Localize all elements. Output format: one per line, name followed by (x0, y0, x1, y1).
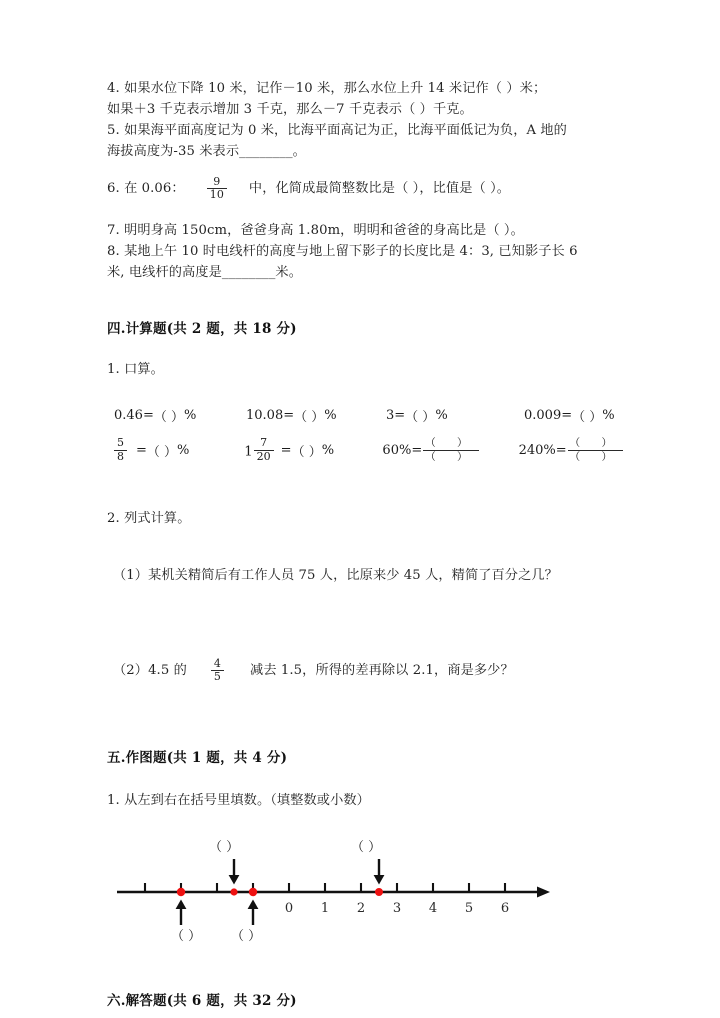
red-dot-2 (230, 888, 237, 895)
fraction-denominator: 5 (213, 670, 222, 684)
blank-paren: （ ） (405, 409, 436, 425)
section-five-problem-1-label: 1. 从左到右在括号里填数。（填整数或小数） (107, 792, 370, 808)
fraction-numerator: 9 (207, 176, 227, 189)
axis-ticks (145, 883, 505, 892)
tick-label-0: 0 (284, 900, 294, 916)
equals-sign: = (136, 442, 147, 458)
mental-math-item-8 (519, 437, 623, 464)
fraction-numerator: 7 (254, 437, 274, 450)
question-8-line-2: 米, 电线杆的高度是________米。 (107, 264, 303, 280)
section-four-problem-2-label: 2. 列式计算。 (107, 510, 191, 526)
mixed-whole-part: 1 (244, 444, 253, 460)
spacer (107, 464, 623, 508)
blank-paren: （ ） (572, 409, 603, 425)
expr: 0.009= (524, 407, 573, 423)
question-5-line-2: 海拔高度为-35 米表示________。 (107, 144, 306, 159)
paren-fraction-denominator: （ ） (425, 450, 477, 463)
number-line-blank-below-1: （ ） (171, 928, 202, 944)
question-6 (107, 176, 623, 202)
percent-sign: % (435, 407, 448, 423)
paren-fraction-numerator: （ ） (568, 437, 623, 451)
number-line-arrow-down-2 (374, 859, 385, 885)
equals-sign: = (280, 442, 292, 458)
question-4-line-1: 4. 如果水位下降 10 米，记作－10 米，那么水位上升 14 米记作（ ）米； (107, 81, 547, 96)
paren-fraction-denominator: （ ） (569, 450, 622, 463)
number-line-arrow-up-2 (248, 899, 259, 925)
fraction-five-eighths (114, 437, 127, 463)
paren-fraction-numerator: （ ） (423, 437, 478, 451)
spacer (107, 684, 623, 746)
mental-math-row-1 (107, 406, 623, 425)
section-four-problem-1-label: 1. 口算。 (107, 361, 164, 377)
question-5-line-1: 5. 如果海平面高度记为 0 米，比海平面高记为正，比海平面低记为负，A 地的 (107, 123, 567, 138)
mental-math-row-2 (107, 437, 623, 464)
expr: 60%= (382, 442, 423, 458)
question-6-suffix: 中，化简成最简整数比是（ ），比值是（ ）。 (248, 181, 511, 197)
tick-label-1: 1 (320, 900, 330, 916)
red-dot-4 (375, 888, 383, 896)
fraction-four-fifths (211, 658, 224, 684)
tick-label-4: 4 (428, 900, 438, 916)
number-line-arrow-up-1 (176, 899, 187, 925)
question-4 (107, 78, 623, 120)
number-line-figure (113, 833, 573, 945)
mental-math-item-6 (244, 437, 382, 463)
percent-sign: % (177, 442, 190, 458)
mental-math-item-3 (386, 406, 524, 425)
spacer (107, 529, 623, 565)
spacer (107, 945, 623, 989)
spacer (107, 811, 623, 833)
worksheet-content (107, 78, 623, 1009)
red-dot-3 (249, 887, 257, 895)
fraction-denominator: 8 (117, 449, 124, 463)
spacer (107, 283, 623, 317)
fraction-numerator: 5 (114, 437, 127, 450)
mental-math-item-7 (382, 437, 518, 464)
section-four-problem-2-sub-1: （1）某机关精简后有工作人员 75 人，比原来少 45 人，精简了百分之几？ (113, 567, 558, 583)
spacer (107, 766, 623, 790)
section-four-problem-2-sub-2 (107, 658, 623, 684)
fraction-nine-tenths (207, 176, 227, 202)
question-4-line-2: 如果＋3 千克表示增加 3 千克，那么－7 千克表示（ ）千克。 (107, 102, 473, 117)
mental-math-item-4 (524, 406, 615, 425)
tick-label-5: 5 (464, 900, 474, 916)
sub-2-prefix: （2）4.5 的 (113, 663, 187, 679)
expr: 10.08= (246, 407, 295, 423)
paren-fraction (568, 437, 623, 464)
section-five-heading: 五.作图题(共 1 题，共 4 分) (107, 749, 288, 766)
mixed-number-one-and-seven-twentieths (244, 437, 274, 463)
number-line-arrow-down-1 (229, 859, 240, 885)
question-5 (107, 120, 623, 162)
fraction-numerator: 4 (211, 658, 224, 671)
question-7-8 (107, 220, 623, 283)
blank-paren: （ ） (291, 444, 322, 460)
percent-sign: % (321, 442, 335, 458)
number-line-blank-above-2: （ ） (351, 839, 382, 855)
number-line-blank-below-2: （ ） (231, 928, 262, 944)
spacer (107, 425, 623, 437)
mixed-fraction-part (254, 437, 274, 463)
tick-label-2: 2 (356, 900, 366, 916)
question-6-prefix: 6. 在 0.06： (107, 181, 185, 197)
tick-label-3: 3 (392, 900, 402, 916)
section-four-heading: 四.计算题(共 2 题，共 18 分) (107, 320, 297, 337)
blank-paren: （ ） (294, 409, 325, 425)
percent-sign: % (324, 407, 337, 423)
percent-sign: % (183, 407, 197, 423)
blank-paren: （ ） (153, 409, 184, 425)
blank-paren: （ ） (146, 444, 178, 460)
expr: 240%= (518, 442, 567, 458)
fraction-denominator: 20 (256, 449, 271, 463)
mental-math-item-1 (114, 406, 246, 425)
number-line-tick-labels (285, 901, 509, 916)
spacer (107, 586, 623, 658)
expr: 3= (386, 407, 406, 423)
section-six-heading: 六.解答题(共 6 题，共 32 分) (107, 992, 297, 1009)
sub-2-suffix: 减去 1.5，所得的差再除以 2.1，商是多少？ (250, 663, 514, 679)
question-7-line: 7. 明明身高 150cm，爸爸身高 1.80m，明明和爸爸的身高比是（ ）。 (107, 222, 524, 238)
red-dot-1 (177, 887, 185, 895)
expr: 0.46= (114, 407, 154, 423)
number-line-blank-above-1: （ ） (209, 839, 240, 855)
question-6-line (107, 176, 623, 202)
spacer (107, 337, 623, 359)
percent-sign: % (602, 407, 615, 423)
question-8-line-1: 8. 某地上午 10 时电线杆的高度与地上留下影子的长度比是 4：3, 已知影子长 6 (107, 243, 578, 259)
mental-math-item-5 (114, 437, 244, 463)
tick-label-6: 6 (500, 900, 510, 916)
spacer (107, 380, 623, 406)
paren-fraction (423, 437, 478, 464)
fraction-denominator: 10 (209, 188, 224, 202)
mental-math-item-2 (246, 406, 386, 425)
